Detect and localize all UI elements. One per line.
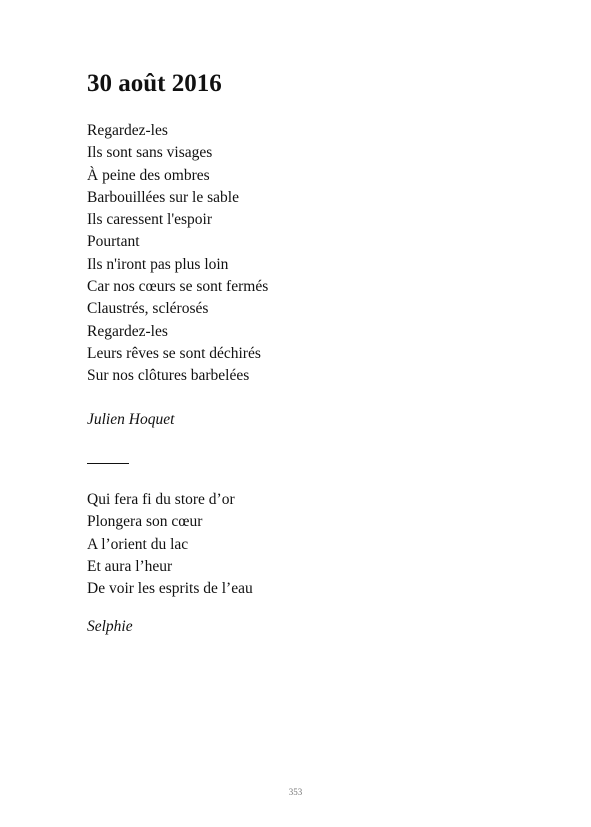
poem-line: Barbouillées sur le sable (87, 188, 239, 206)
poem-line: De voir les esprits de l’eau (87, 580, 253, 598)
poem-line: Sur nos clôtures barbelées (87, 367, 250, 385)
poem-line: Car nos cœurs se sont fermés (87, 278, 269, 296)
poem-line: A l’orient du lac (87, 535, 189, 553)
page-title: 30 août 2016 (87, 70, 222, 97)
poem-line: Leurs rêves se sont déchirés (87, 344, 261, 362)
poem-1 (87, 120, 268, 388)
poem-line: Regardez-les (87, 322, 168, 340)
poem-line: Claustrés, sclérosés (87, 300, 209, 318)
poem-line: Regardez-les (87, 122, 168, 139)
section-divider (87, 463, 129, 464)
poem-2-author: Selphie (87, 618, 133, 635)
poem-line: Pourtant (87, 233, 140, 251)
poem-line: Ils sont sans visages (87, 144, 213, 162)
poem-line: Qui fera fi du store d’or (87, 491, 235, 508)
poem-line: Ils n'iront pas plus loin (87, 255, 229, 273)
poem-2 (87, 489, 253, 600)
poem-line: Et aura l’heur (87, 557, 173, 575)
poem-line: Plongera son cœur (87, 513, 203, 531)
poem-line: À peine des ombres (87, 166, 210, 184)
poem-1-author: Julien Hoquet (87, 411, 175, 428)
poem-line: Ils caressent l'espoir (87, 211, 213, 229)
page-number: 353 (288, 787, 303, 797)
